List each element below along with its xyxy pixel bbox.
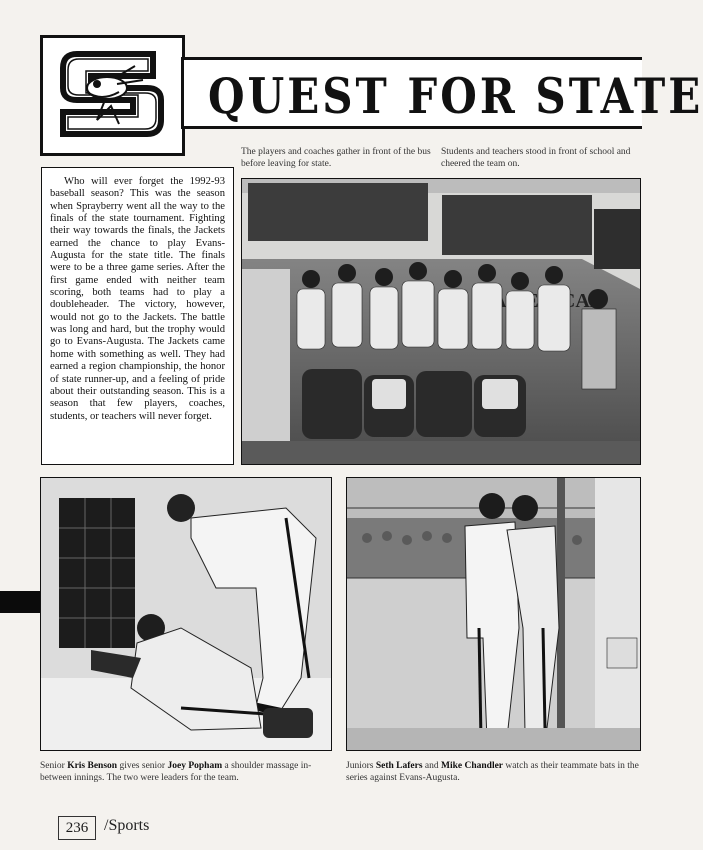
caption-name: Mike Chandler — [441, 761, 504, 771]
caption-text: a shoulder massage in-between innings. The two were leaders for the team. — [40, 761, 312, 783]
section-label: /Sports — [104, 817, 150, 834]
caption-bus-left: The players and coaches gather in front of the bus before leaving for state. — [241, 147, 431, 169]
caption-text: Juniors — [346, 761, 376, 771]
decorative-bar-left — [0, 591, 40, 613]
caption-text: gives senior — [117, 761, 168, 771]
story-text: Who will ever forget the 1992-93 baseball season? This was the season when Sprayberry went all the way to the finals of the state tournament. Fighting their way towards the finals, the Jackets earned the chance to play Evans-Augusta for the state title. The finals were to be a three game series. After the first game ended with neither team scoring, both teams had to play a doubleheader. The victory, however, would not go to the Jackets. The battle was long and hard, but the trophy would go to Evans-Augusta. The Jackets came home with something as well. They had earned a region championship, the honor of state runner-up, and a feeling of pride about their outstanding season. This is a season that few players, coaches, students, or teachers will never forget. — [41, 167, 234, 465]
caption-text: Senior — [40, 761, 68, 771]
caption-bus-right: Students and teachers stood in front of school and cheered the team on. — [441, 147, 631, 169]
caption-name: Joey Popham — [167, 761, 223, 771]
caption-text: and — [422, 761, 441, 771]
yellow-jacket-s-icon — [57, 48, 167, 140]
page-number: 236 — [58, 816, 96, 840]
caption-juniors — [346, 760, 639, 784]
photo-shoulder-massage — [40, 477, 332, 751]
caption-name: Kris Benson — [67, 761, 118, 771]
page-title: QUEST FOR STATE — [208, 68, 703, 125]
logo-box — [40, 35, 185, 156]
caption-name: Seth Lafers — [375, 761, 423, 771]
photo-team-bus — [241, 178, 641, 465]
caption-massage — [40, 760, 330, 784]
caption-text: watch as their teammate bats in the series against Evans-Augusta. — [346, 761, 639, 783]
title-box — [181, 57, 703, 129]
photo-juniors-watching — [346, 477, 641, 751]
